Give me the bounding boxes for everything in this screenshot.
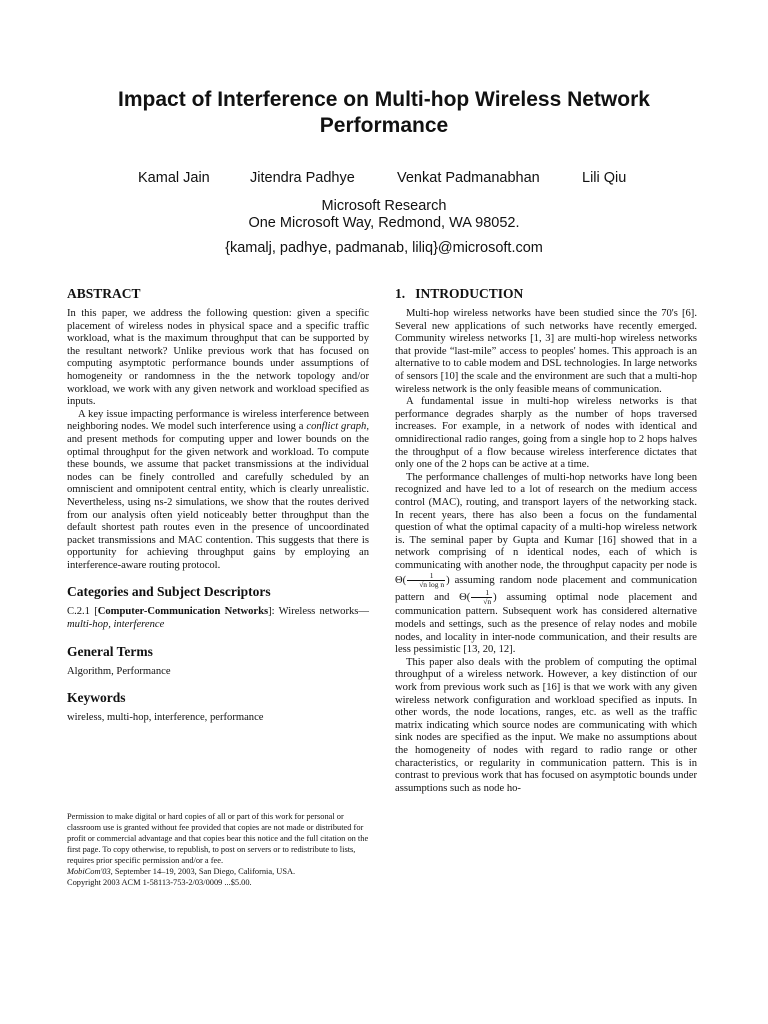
fraction-denominator: √n log n bbox=[419, 580, 445, 590]
affiliation-line: One Microsoft Way, Redmond, WA 98052. bbox=[248, 215, 520, 231]
author-name: Lili Qiu bbox=[582, 170, 627, 186]
copyright-line: Copyright 2003 ACM 1-58113-753-2/03/0009 ...$5.00. bbox=[67, 878, 252, 887]
text-run: and present methods for computing upper and lower bounds on the optimal throughput for the given network and workload. To compute these bounds, we assume that packet transmissions at the individual nodes can be finely controlled and carefully scheduled by an omniscient and omnipotent central entity, which is clearly unrealistic. Nevertheless, using ns-2 simulations, we show that the routes derived from our analysis often yield noticeably better throughput than the default shortest path routes even in the presence of uncoordinated packet transmissions and MAC contention. This suggests that there is opportunity for achieving throughput gains by employing an interference-aware routing protocol. bbox=[67, 433, 369, 571]
text-run: ) assuming optimal node placement and communication pattern. Subsequent work has considered alternative models and settings, such as the presence of relay nodes and mobile nodes, and locality in inter-node communication, and their results are less pessimistic [13, 20, 12]. bbox=[395, 592, 698, 656]
conference-name: MobiCom'03, bbox=[67, 867, 113, 876]
text-run: The performance challenges of multi-hop networks have long been recognized and have led to a lot of research on the medium access control (MAC), routing, and transport layers of the networking stack. In recent years, there has also been a focus on the fundamental question of what the optimal capacity of a multi-hop wireless network is. The seminal paper by Gupta and Kumar [16] showed that in a network comprising of n identical nodes, each of which is communicating with another node, the throughput capacity per node is Θ( bbox=[395, 471, 697, 587]
general-terms-section bbox=[67, 644, 369, 679]
italic-term: conflict graph, bbox=[306, 421, 369, 433]
title-line: Impact of Interference on Multi-hop Wireless Network bbox=[118, 88, 650, 111]
left-column bbox=[67, 286, 369, 725]
italic-term: multi-hop, interference bbox=[67, 619, 165, 631]
keywords-text: wireless, multi-hop, interference, performance bbox=[67, 712, 264, 724]
permission-text: Permission to make digital or hard copies of all or part of this work for personal or classroom use is granted without fee provided that copies are not made or distributed for profit or commercial advantage and that copies bear this notice and the full citation on the first page. To copy otherwise, to republish, to post on servers or to redistribute to lists, requires prior specific permission and/or a fee. bbox=[67, 812, 369, 865]
fraction-numerator: 1 bbox=[471, 589, 492, 598]
introduction-heading: 1. INTRODUCTION bbox=[395, 286, 524, 301]
general-terms-heading: General Terms bbox=[67, 643, 153, 659]
fraction-denominator: √n bbox=[483, 597, 492, 607]
affiliation-line: Microsoft Research bbox=[321, 198, 447, 214]
permission-notice bbox=[67, 811, 369, 888]
author-name: Venkat Padmanabhan bbox=[397, 170, 540, 186]
intro-paragraph: A fundamental issue in multi-hop wireless networks is that performance degrades sharply as the number of hops traversed increases. For example, in a network of nodes with identical and omnidirectional radio ranges, going from a single hop to 2 hops halves the throughput of a flow because wireless interference dictates that only one of the 2 hops can be active at a time. bbox=[395, 396, 697, 471]
paper-title bbox=[60, 87, 708, 139]
text-run: September 14–19, 2003, San Diego, California, USA. bbox=[112, 867, 296, 876]
intro-paragraph bbox=[395, 472, 697, 657]
categories-section bbox=[67, 584, 369, 631]
intro-paragraph: Multi-hop wireless networks have been studied since the 70's [6]. Several new applications of such networks have recently emerged. Community wireless networks [1, 3] are multi-hop wireless networks that provide “last-mile” access to peoples' homes. This approach is an alternative to to cable modem and DSL technologies. In large networks of sensors [10] the scale and the environment are such that a multi-hop wireless network is the only feasible means of communication. bbox=[395, 308, 697, 395]
bold-term: Computer-Communication Networks bbox=[97, 606, 269, 618]
abstract-paragraph bbox=[67, 409, 369, 573]
author-name: Kamal Jain bbox=[138, 170, 210, 186]
abstract-paragraph: In this paper, we address the following question: given a specific placement of wireless nodes in physical space and a specific traffic workload, what is the maximum throughput that can be supported by the resultant network? Unlike previous work that has focused on computing asymptotic performance bounds under assumptions of homogeneity or randomness in the the network topology and/or workload, we work with any given network and workload specified as inputs. bbox=[67, 308, 369, 408]
general-terms-text: Algorithm, Performance bbox=[67, 665, 171, 677]
right-column bbox=[395, 286, 697, 795]
keywords-heading: Keywords bbox=[67, 690, 126, 706]
fraction bbox=[407, 572, 445, 589]
text-run: A key issue impacting performance is wireless interference between neighboring nodes. We model such interference using a bbox=[67, 408, 369, 433]
author-emails: {kamalj, padhye, padmanab, liliq}@microsoft.com bbox=[225, 240, 543, 256]
abstract-heading: ABSTRACT bbox=[67, 286, 141, 301]
text-run: C.2.1 [ bbox=[67, 606, 98, 618]
author-list bbox=[60, 170, 708, 190]
text-run: ) assuming random node placement and communication pattern and Θ( bbox=[395, 575, 697, 604]
categories-text bbox=[67, 606, 369, 631]
keywords-section bbox=[67, 690, 369, 725]
conference-line bbox=[67, 866, 369, 877]
affiliation bbox=[60, 198, 708, 232]
text-run: ]: Wireless networks— bbox=[268, 606, 369, 618]
author-name: Jitendra Padhye bbox=[250, 170, 355, 186]
categories-heading: Categories and Subject Descriptors bbox=[67, 584, 271, 600]
fraction-numerator: 1 bbox=[407, 572, 445, 581]
fraction bbox=[471, 589, 492, 606]
intro-paragraph: This paper also deals with the problem of computing the optimal throughput of a wireless network. However, a key distinction of our work from previous work such as [16] is that we work with any given wireless network configuration and workload specified as inputs. In other words, the node locations, ranges, etc. as well as the traffic matrix indicating which source nodes are communicating with which sink nodes are specified as the input. We make no assumptions about the homogeneity of nodes with regard to radio range or other characteristics, or regularity in communication pattern. This is in contrast to previous work that has focused on asymptotic bounds under assumptions such as node ho- bbox=[395, 656, 697, 794]
title-line: Performance bbox=[319, 114, 449, 137]
